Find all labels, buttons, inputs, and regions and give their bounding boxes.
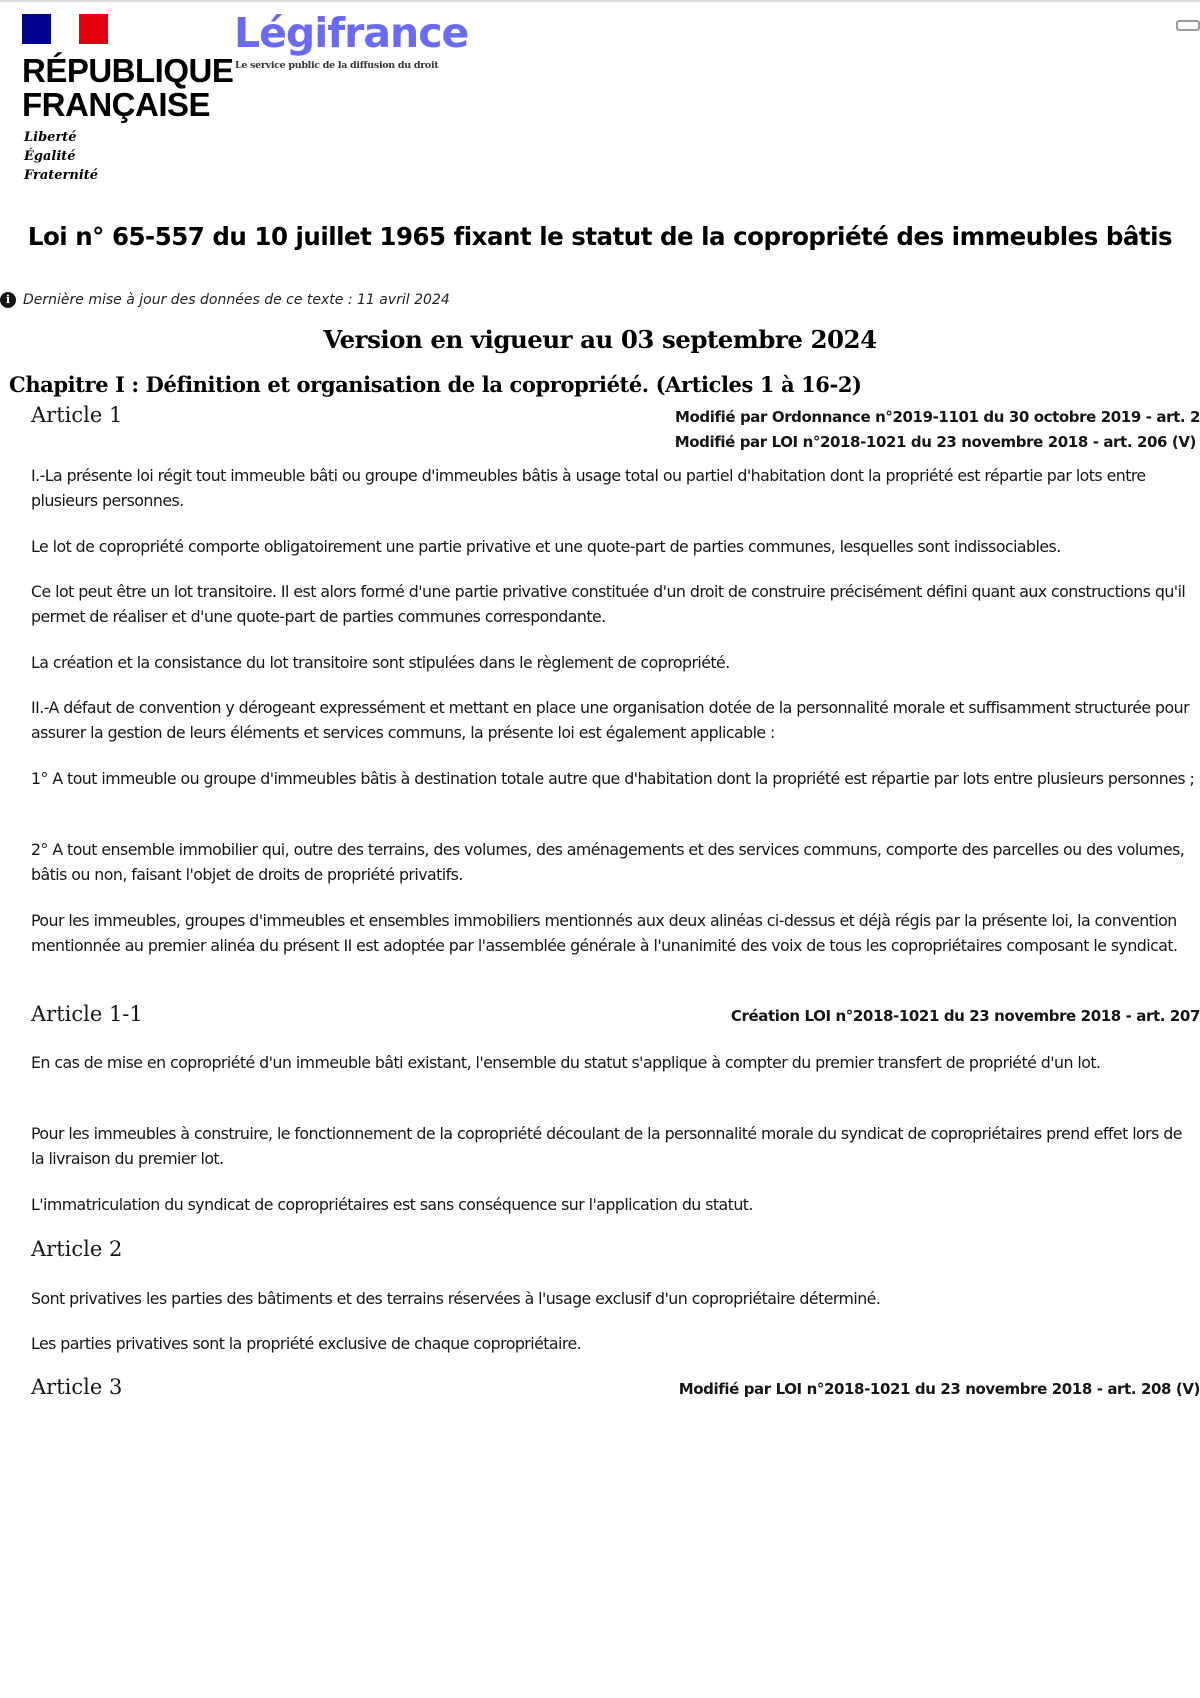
article-1-modification-2[interactable]: Modifié par LOI n°2018-1021 du 23 novembre 2018 - art. 206 (V) bbox=[674, 433, 1196, 451]
info-icon: i bbox=[0, 292, 16, 308]
document-title: Loi n° 65-557 du 10 juillet 1965 fixant le statut de la copropriété des immeubles bâtis bbox=[27, 222, 1173, 251]
article-3-title: Article 3 bbox=[31, 1375, 123, 1399]
motto-fraternite: Fraternité bbox=[24, 168, 99, 183]
version-heading: Version en vigueur au 03 septembre 2024 bbox=[323, 325, 877, 354]
menu-button[interactable] bbox=[1176, 20, 1200, 31]
article-2-paragraph: Sont privatives les parties des bâtiments et des terrains réservées à l'usage exclusif d'un copropriétaire déterminé. bbox=[31, 1289, 881, 1308]
article-1-paragraph: I.-La présente loi régit tout immeuble bâti ou groupe d'immeubles bâtis à usage total ou partiel d'habitation dont la propriété est répartie par lots entre plusieurs personnes. bbox=[31, 466, 1146, 510]
article-1-paragraph: 1° A tout immeuble ou groupe d'immeubles bâtis à destination totale autre que d'habitation dont la propriété est répartie par lots entre plusieurs personnes ; bbox=[31, 769, 1195, 788]
last-update-text: Dernière mise à jour des données de ce texte : 11 avril 2024 bbox=[23, 292, 450, 308]
article-1-paragraph: La création et la consistance du lot transitoire sont stipulées dans le règlement de copropriété. bbox=[31, 653, 730, 672]
motto-egalite: Égalité bbox=[24, 149, 76, 164]
republique-francaise-logo bbox=[22, 54, 232, 122]
article-1-title: Article 1 bbox=[31, 403, 123, 427]
republic-motto bbox=[24, 128, 98, 185]
article-3-modification[interactable]: Modifié par LOI n°2018-1021 du 23 novembre 2018 - art. 208 (V) bbox=[678, 1380, 1200, 1398]
french-flag-logo bbox=[22, 14, 108, 44]
article-1-paragraph: Ce lot peut être un lot transitoire. Il est alors formé d'une partie privative constituée d'un droit de construire précisément défini quant aux constructions qu'il permet de réaliser et d'une quote-part de parties communes correspondante. bbox=[31, 582, 1186, 626]
article-1-paragraph: II.-A défaut de convention y dérogeant expressément et mettant en place une organisation dotée de la personnalité morale et suffisamment structurée pour assurer la gestion de leurs éléments et services communs, la présente loi est également applicable : bbox=[31, 698, 1190, 742]
article-1-1-paragraph: En cas de mise en copropriété d'un immeuble bâti existant, l'ensemble du statut s'applique à compter du premier transfert de propriété d'un lot. bbox=[31, 1053, 1101, 1072]
motto-liberte: Liberté bbox=[24, 130, 77, 145]
article-2-title: Article 2 bbox=[31, 1237, 123, 1261]
article-1-1-creation[interactable]: Création LOI n°2018-1021 du 23 novembre 2018 - art. 207 bbox=[730, 1007, 1200, 1025]
article-2-paragraph: Les parties privatives sont la propriété exclusive de chaque copropriétaire. bbox=[31, 1334, 582, 1353]
last-update-note bbox=[0, 292, 450, 308]
article-1-paragraph: 2° A tout ensemble immobilier qui, outre des terrains, des volumes, des aménagements et des services communs, comporte des parcelles ou des volumes, bâtis ou non, faisant l'objet de droits de propriété privatifs. bbox=[31, 840, 1185, 884]
article-1-1-paragraph: Pour les immeubles à construire, le fonctionnement de la copropriété découlant de la personnalité morale du syndicat de copropriétaires prend effet lors de la livraison du premier lot. bbox=[31, 1124, 1182, 1168]
article-1-modification-1[interactable]: Modifié par Ordonnance n°2019-1101 du 30 octobre 2019 - art. 2 bbox=[674, 408, 1200, 426]
chapter-heading[interactable]: Chapitre I : Définition et organisation de la copropriété. (Articles 1 à 16-2) bbox=[9, 372, 862, 397]
article-1-1-title: Article 1-1 bbox=[31, 1002, 143, 1026]
republic-line-1: RÉPUBLIQUE bbox=[22, 52, 234, 89]
article-1-paragraph: Pour les immeubles, groupes d'immeubles et ensembles immobiliers mentionnés aux deux alinéas ci-dessus et déjà régis par la présente loi, la convention mentionnée au premier alinéa du présent II est adoptée par l'assemblée générale à l'unanimité des voix de tous les copropriétaires composant le syndicat. bbox=[31, 911, 1178, 955]
article-1-paragraph: Le lot de copropriété comporte obligatoirement une partie privative et une quote-part de parties communes, lesquelles sont indissociables. bbox=[31, 537, 1061, 556]
legifrance-tagline: Le service public de la diffusion du droit bbox=[235, 60, 439, 71]
article-1-1-paragraph: L'immatriculation du syndicat de copropriétaires est sans conséquence sur l'application du statut. bbox=[31, 1195, 753, 1214]
republic-line-2: FRANÇAISE bbox=[22, 86, 211, 123]
legifrance-logo[interactable]: Légifrance bbox=[234, 9, 469, 57]
top-border bbox=[0, 0, 1200, 2]
